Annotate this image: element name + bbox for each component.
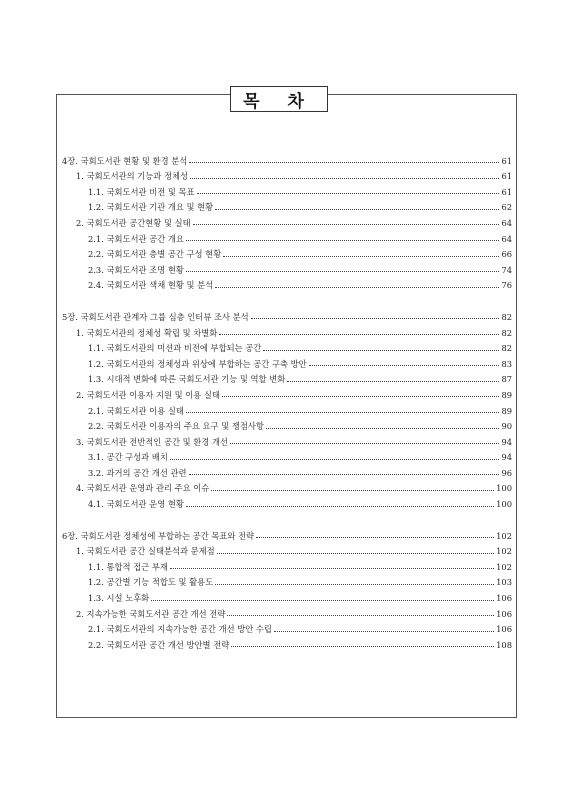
dot-leader (222, 396, 499, 397)
toc-entry-label: 5장. 국회도서관 관계자 그룹 심층 인터뷰 조사 분석 (62, 311, 249, 322)
toc-subsection-entry[interactable] (62, 228, 512, 244)
toc-section-entry[interactable] (62, 166, 512, 182)
toc-page-number: 89 (501, 405, 512, 416)
toc-section (62, 525, 512, 650)
toc-entry-label: 1.3. 시설 노후화 (88, 593, 150, 604)
toc-subsection-entry[interactable] (62, 197, 512, 213)
toc-page-number: 83 (501, 358, 512, 369)
toc-subsection-entry[interactable] (62, 259, 512, 275)
toc-entry-label: 3.2. 과거의 공간 개선 관련 (88, 467, 187, 478)
dot-leader (215, 584, 494, 585)
toc-page-number: 64 (501, 217, 512, 228)
dot-leader (256, 537, 494, 538)
toc-entry-label: 1.2. 공간별 기능 적합도 및 활용도 (88, 577, 214, 588)
toc-entry-label: 1. 국회도서관 공간 실태분석과 문제점 (76, 546, 215, 557)
toc-entry-label: 1.2. 국회도서관 기관 개요 및 현황 (88, 202, 214, 213)
toc-subsection-entry[interactable] (62, 275, 512, 291)
toc-chapter-entry[interactable] (62, 525, 512, 541)
dot-leader (263, 350, 499, 351)
toc-section-entry[interactable] (62, 431, 512, 447)
toc-entry-label: 6장. 국회도서관 정체성에 부합하는 공간 목표와 전략 (62, 530, 255, 541)
toc-chapter-entry[interactable] (62, 150, 512, 166)
dot-leader (215, 287, 499, 288)
toc-entry-label: 1.2. 국회도서관의 정체성과 위상에 부합하는 공간 구축 방안 (88, 358, 307, 369)
dot-leader (309, 365, 500, 366)
dot-leader (287, 381, 499, 382)
toc-entry-label: 1. 국회도서관의 정체성 확립 및 차별화 (76, 327, 218, 338)
dot-leader (274, 631, 494, 632)
toc-entry-label: 3.1. 공간 구성과 배치 (88, 452, 168, 463)
toc-page-number: 61 (501, 186, 512, 197)
toc-subsection-entry[interactable] (62, 181, 512, 197)
toc-page-number: 76 (501, 280, 512, 291)
dot-leader (170, 459, 500, 460)
toc-entry-label: 3. 국회도서관 전반적인 공간 및 환경 개선 (76, 436, 228, 447)
toc-subsection-entry[interactable] (62, 462, 512, 478)
toc-section-entry[interactable] (62, 322, 512, 338)
dot-leader (193, 224, 500, 225)
dot-leader (189, 162, 499, 163)
dot-leader (211, 490, 494, 491)
dot-leader (186, 412, 500, 413)
toc-page-number: 89 (501, 389, 512, 400)
toc-page-number: 108 (496, 639, 512, 650)
toc-page-number: 102 (496, 546, 512, 557)
dot-leader (186, 506, 494, 507)
toc-subsection-entry[interactable] (62, 353, 512, 369)
dot-leader (231, 646, 494, 647)
toc-page-number: 96 (501, 467, 512, 478)
toc-subsection-entry[interactable] (62, 244, 512, 260)
toc-entry-label: 2.2. 국회도서관 층별 공간 구성 현황 (88, 249, 222, 260)
page-title: 목 차 (230, 86, 328, 112)
toc-entry-label: 4장. 국회도서관 현황 및 환경 분석 (62, 155, 188, 166)
toc-subsection-entry[interactable] (62, 369, 512, 385)
toc-entry-label: 2. 국회도서관 공간현황 및 실태 (76, 217, 191, 228)
toc-entry-label: 2.4. 국회도서관 색채 현황 및 분석 (88, 280, 214, 291)
toc-section-entry[interactable] (62, 603, 512, 619)
toc-entry-label: 1.1. 통합적 접근 부재 (88, 561, 168, 572)
toc-entry-label: 4.1. 국회도서관 운영 현황 (88, 499, 184, 510)
toc-subsection-entry[interactable] (62, 400, 512, 416)
toc-page-number: 106 (496, 624, 512, 635)
toc-entry-label: 4. 국회도서관 운영과 관리 주요 이슈 (76, 483, 210, 494)
toc-page-number: 82 (501, 327, 512, 338)
toc-page-number: 103 (496, 577, 512, 588)
toc-subsection-entry[interactable] (62, 572, 512, 588)
dot-leader (151, 600, 494, 601)
toc-subsection-entry[interactable] (62, 416, 512, 432)
toc-section-entry[interactable] (62, 541, 512, 557)
toc-entry-label: 1.1. 국회도서관의 미션과 비전에 부합되는 공간 (88, 343, 262, 354)
dot-leader (266, 428, 500, 429)
toc-entry-label: 2.1. 국회도서관의 지속가능한 공간 개선 방안 수립 (88, 624, 272, 635)
toc-page-number: 100 (496, 483, 512, 494)
table-of-contents (62, 150, 512, 666)
toc-page-number: 66 (501, 249, 512, 260)
toc-page-number: 74 (501, 264, 512, 275)
toc-entry-label: 2.2. 국회도서관 이용자의 주요 요구 및 쟁점사항 (88, 421, 264, 432)
dot-leader (219, 334, 499, 335)
toc-chapter-entry[interactable] (62, 306, 512, 322)
toc-entry-label: 1.3. 시대적 변화에 따른 국회도서관 기능 및 역할 변화 (88, 374, 286, 385)
toc-page-number: 106 (496, 608, 512, 619)
toc-page-number: 94 (501, 452, 512, 463)
toc-subsection-entry[interactable] (62, 634, 512, 650)
toc-page-number: 106 (496, 593, 512, 604)
dot-leader (227, 615, 494, 616)
toc-subsection-entry[interactable] (62, 447, 512, 463)
toc-section-entry[interactable] (62, 478, 512, 494)
toc-page-number: 102 (496, 561, 512, 572)
toc-entry-label: 2.1. 국회도서관 이용 실태 (88, 405, 184, 416)
toc-section (62, 150, 512, 290)
toc-subsection-entry[interactable] (62, 587, 512, 603)
toc-page-number: 87 (501, 374, 512, 385)
toc-section-entry[interactable] (62, 212, 512, 228)
toc-entry-label: 2.2. 국회도서관 공간 개선 방안별 전략 (88, 639, 230, 650)
toc-entry-label: 1. 국회도서관의 기능과 정체성 (76, 171, 189, 182)
dot-leader (217, 553, 494, 554)
dot-leader (190, 178, 499, 179)
dot-leader (223, 256, 499, 257)
toc-subsection-entry[interactable] (62, 493, 512, 509)
dot-leader (230, 443, 499, 444)
dot-leader (197, 193, 500, 194)
toc-entry-label: 2.3. 국회도서관 조명 현황 (88, 264, 184, 275)
toc-section (62, 306, 512, 509)
dot-leader (189, 474, 500, 475)
toc-subsection-entry[interactable] (62, 338, 512, 354)
dot-leader (186, 240, 500, 241)
toc-page-number: 61 (501, 171, 512, 182)
toc-entry-label: 2.1. 국회도서관 공간 개요 (88, 233, 184, 244)
dot-leader (251, 318, 500, 319)
toc-section-entry[interactable] (62, 384, 512, 400)
toc-subsection-entry[interactable] (62, 556, 512, 572)
toc-page-number: 94 (501, 436, 512, 447)
toc-page-number: 62 (501, 202, 512, 213)
toc-page-number: 64 (501, 233, 512, 244)
toc-entry-label: 1.1. 국회도서관 비전 및 목표 (88, 186, 195, 197)
toc-subsection-entry[interactable] (62, 619, 512, 635)
dot-leader (215, 209, 499, 210)
toc-entry-label: 2. 지속가능한 국회도서관 공간 개선 전략 (76, 608, 226, 619)
dot-leader (170, 568, 494, 569)
toc-page-number: 82 (501, 343, 512, 354)
toc-page-number: 61 (501, 155, 512, 166)
toc-entry-label: 2. 국회도서관 이용자 지원 및 이용 실태 (76, 389, 220, 400)
toc-page-number: 102 (496, 530, 512, 541)
toc-page-number: 100 (496, 499, 512, 510)
toc-page-number: 90 (501, 421, 512, 432)
dot-leader (186, 271, 500, 272)
toc-page-number: 82 (501, 311, 512, 322)
